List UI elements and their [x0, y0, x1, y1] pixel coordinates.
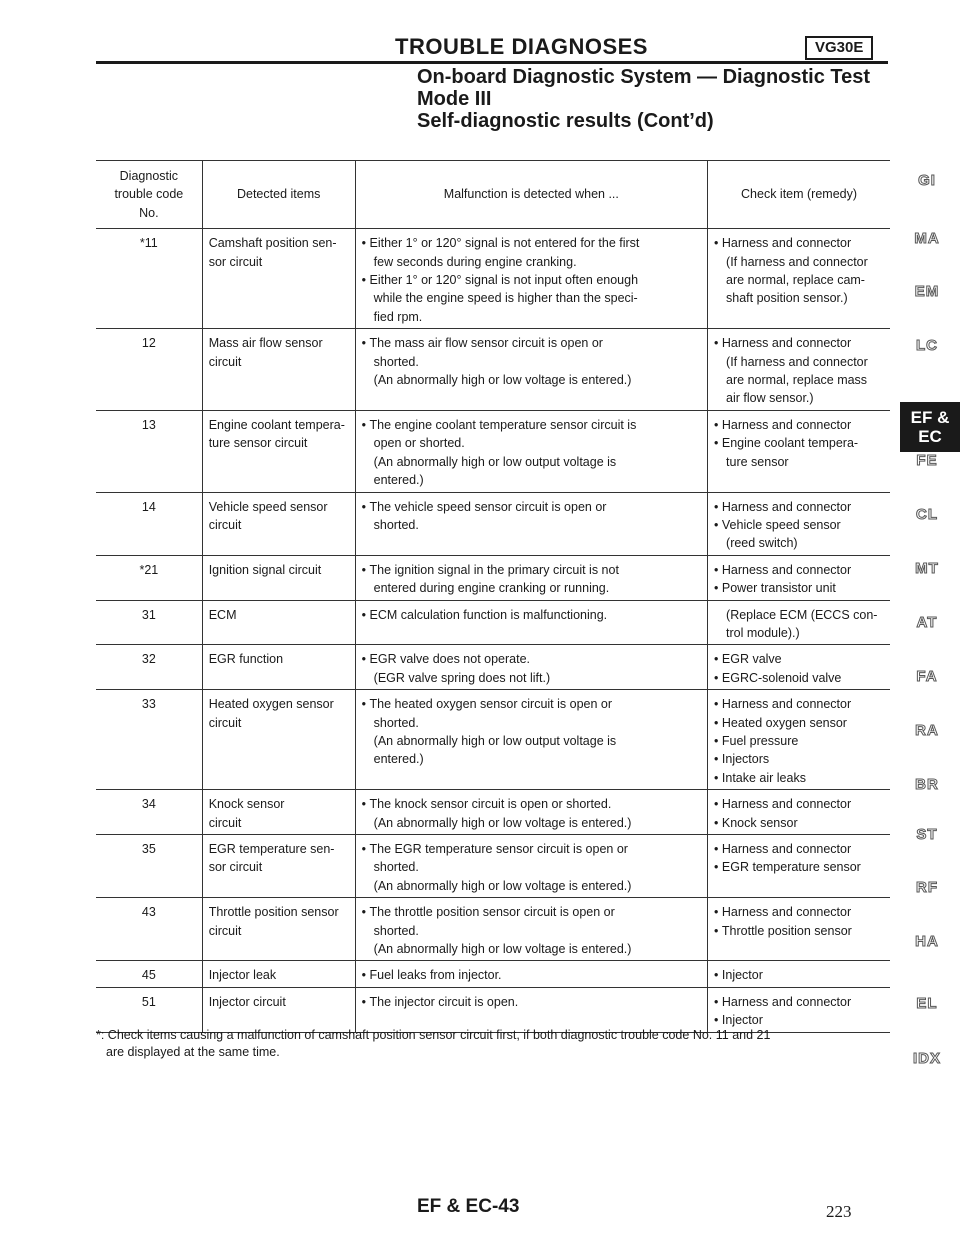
trouble-code: 12 [96, 329, 202, 411]
page-label: EF & EC-43 [417, 1196, 520, 1217]
malfunction-condition: • The mass air flow sensor circuit is open or shorted. (An abnormally high or low voltage is entered.) [355, 329, 707, 411]
page-title: TROUBLE DIAGNOSES [395, 34, 648, 59]
section-subtitle [417, 66, 870, 132]
trouble-code: *21 [96, 555, 202, 600]
trouble-code: 51 [96, 987, 202, 1032]
section-tab-mt[interactable]: MT [915, 560, 939, 577]
check-item: • Harness and connector • Throttle position sensor [708, 898, 890, 961]
malfunction-condition: • The knock sensor circuit is open or shorted. (An abnormally high or low voltage is entered.) [355, 790, 707, 835]
section-tab-ma[interactable]: MA [914, 230, 940, 247]
check-item: • Harness and connector • Heated oxygen sensor • Fuel pressure • Injectors • Intake air leaks [708, 690, 890, 790]
trouble-code: 33 [96, 690, 202, 790]
section-tab-ra[interactable]: RA [915, 722, 939, 739]
detected-item: Knock sensor circuit [202, 790, 355, 835]
trouble-code: 45 [96, 961, 202, 987]
check-item: • Harness and connector (If harness and connector are normal, replace cam- shaft position sensor.) [708, 229, 890, 329]
detected-item: Heated oxygen sensor circuit [202, 690, 355, 790]
trouble-code: 35 [96, 835, 202, 898]
table-row [96, 690, 890, 790]
detected-item: Injector leak [202, 961, 355, 987]
table-row [96, 790, 890, 835]
subtitle-line: Self-diagnostic results (Cont’d) [417, 110, 714, 132]
detected-item: Mass air flow sensor circuit [202, 329, 355, 411]
trouble-code: 14 [96, 492, 202, 555]
detected-item: Injector circuit [202, 987, 355, 1032]
detected-item: Vehicle speed sensor circuit [202, 492, 355, 555]
table-row [96, 898, 890, 961]
table-row [96, 555, 890, 600]
table-row [96, 410, 890, 492]
trouble-code: 13 [96, 410, 202, 492]
malfunction-condition: • The engine coolant temperature sensor circuit is open or shorted. (An abnormally high or low output voltage is entered.) [355, 410, 707, 492]
check-item: • Harness and connector • Injector [708, 987, 890, 1032]
malfunction-condition: • ECM calculation function is malfunctioning. [355, 600, 707, 645]
section-tab-cl[interactable]: CL [916, 506, 938, 523]
section-tab-fa[interactable]: FA [916, 668, 938, 685]
check-item: (Replace ECM (ECCS con- trol module).) [708, 600, 890, 645]
table-row [96, 329, 890, 411]
section-tab-ha[interactable]: HA [915, 933, 939, 950]
section-tab-at[interactable]: AT [916, 614, 938, 631]
malfunction-condition: • Fuel leaks from injector. [355, 961, 707, 987]
detected-item: ECM [202, 600, 355, 645]
table-row [96, 835, 890, 898]
active-section-tab[interactable]: EF & EC [900, 402, 960, 452]
trouble-code: 32 [96, 645, 202, 690]
header-rule [96, 61, 888, 64]
check-item: • Harness and connector • Power transistor unit [708, 555, 890, 600]
header-malfunction: Malfunction is detected when ... [355, 161, 707, 229]
check-item: • Harness and connector • Vehicle speed sensor (reed switch) [708, 492, 890, 555]
table-header-row [96, 161, 890, 229]
trouble-code: 31 [96, 600, 202, 645]
trouble-code: *11 [96, 229, 202, 329]
detected-item: Camshaft position sen- sor circuit [202, 229, 355, 329]
detected-item: EGR function [202, 645, 355, 690]
section-tab-lc[interactable]: LC [916, 337, 938, 354]
section-tab-gi[interactable]: GI [918, 172, 936, 189]
table-row [96, 987, 890, 1032]
table-row [96, 492, 890, 555]
check-item: • EGR valve • EGRC-solenoid valve [708, 645, 890, 690]
section-tab-br[interactable]: BR [915, 776, 939, 793]
header-code: Diagnostic trouble code No. [96, 161, 202, 229]
table-row [96, 961, 890, 987]
table-row [96, 645, 890, 690]
section-tab-rf[interactable]: RF [916, 879, 938, 896]
detected-item: Throttle position sensor circuit [202, 898, 355, 961]
section-tab-fe[interactable]: FE [916, 452, 938, 469]
malfunction-condition: • Either 1° or 120° signal is not entered for the first few seconds during engine cranking. • Either 1° or 120° signal is not input often enough while the engine speed is higher than the speci- fied rpm. [355, 229, 707, 329]
section-tab-el[interactable]: EL [916, 995, 938, 1012]
section-tab-em[interactable]: EM [914, 283, 940, 300]
check-item: • Harness and connector • Knock sensor [708, 790, 890, 835]
engine-code-badge: VG30E [805, 36, 873, 60]
table-row [96, 229, 890, 329]
malfunction-condition: • The throttle position sensor circuit is open or shorted. (An abnormally high or low voltage is entered.) [355, 898, 707, 961]
table-body [96, 229, 890, 1032]
footnote-line: *: Check items causing a malfunction of camshaft position sensor circuit first, if both diagnostic trouble code No. 11 and 21 [96, 1028, 771, 1042]
section-tab-idx[interactable]: IDX [912, 1050, 941, 1067]
malfunction-condition: • The ignition signal in the primary circuit is not entered during engine cranking or running. [355, 555, 707, 600]
malfunction-condition: • The EGR temperature sensor circuit is open or shorted. (An abnormally high or low voltage is entered.) [355, 835, 707, 898]
check-item: • Harness and connector • EGR temperature sensor [708, 835, 890, 898]
header-check: Check item (remedy) [708, 161, 890, 229]
trouble-code: 43 [96, 898, 202, 961]
trouble-code: 34 [96, 790, 202, 835]
malfunction-condition: • EGR valve does not operate. (EGR valve spring does not lift.) [355, 645, 707, 690]
subtitle-line: On-board Diagnostic System — Diagnostic Test [417, 66, 871, 88]
page-number: 223 [826, 1202, 852, 1221]
malfunction-condition: • The heated oxygen sensor circuit is open or shorted. (An abnormally high or low output voltage is entered.) [355, 690, 707, 790]
diagnostic-table [96, 160, 890, 1033]
detected-item: EGR temperature sen- sor circuit [202, 835, 355, 898]
detected-item: Engine coolant tempera- ture sensor circuit [202, 410, 355, 492]
check-item: • Harness and connector • Engine coolant tempera- ture sensor [708, 410, 890, 492]
check-item: • Injector [708, 961, 890, 987]
malfunction-condition: • The vehicle speed sensor circuit is open or shorted. [355, 492, 707, 555]
footnote-line: are displayed at the same time. [106, 1045, 280, 1059]
section-tab-st[interactable]: ST [916, 826, 938, 843]
footnote [96, 1027, 896, 1061]
subtitle-line: Mode III [417, 88, 492, 110]
table-row [96, 600, 890, 645]
check-item: • Harness and connector (If harness and connector are normal, replace mass air flow sensor.) [708, 329, 890, 411]
malfunction-condition: • The injector circuit is open. [355, 987, 707, 1032]
header-detected: Detected items [202, 161, 355, 229]
detected-item: Ignition signal circuit [202, 555, 355, 600]
